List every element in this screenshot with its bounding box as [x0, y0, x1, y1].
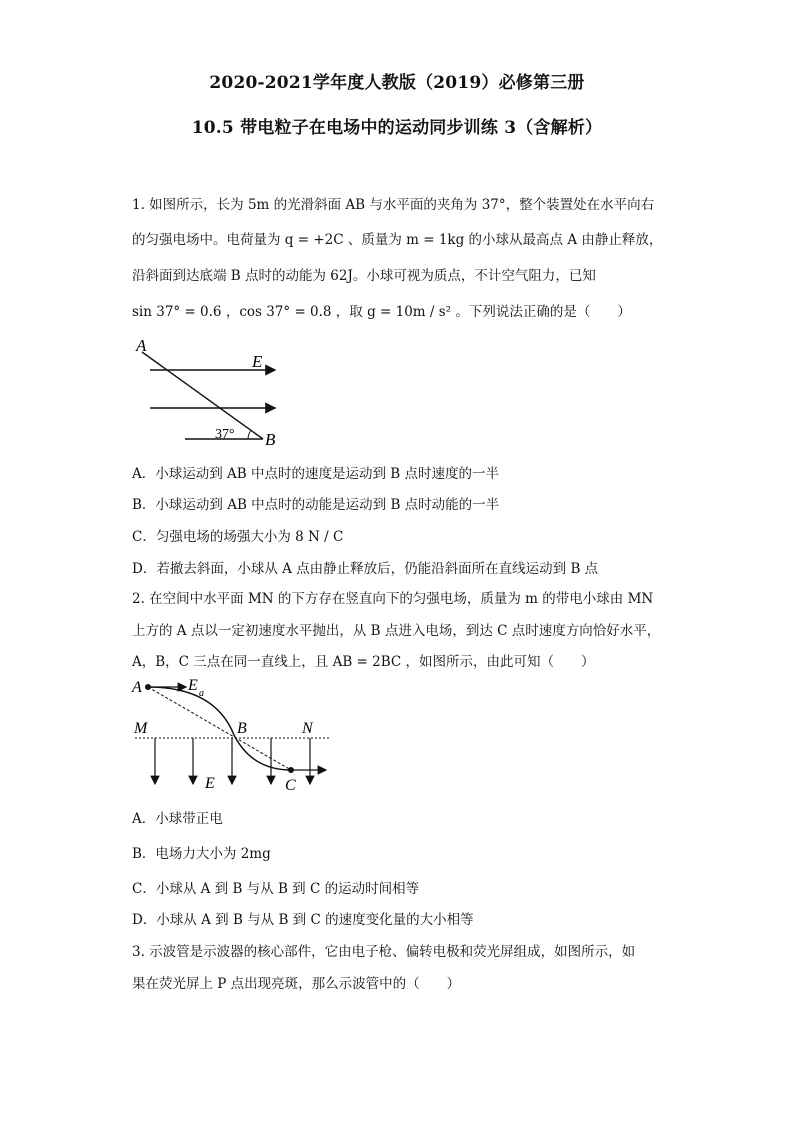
incline-diagram — [130, 335, 290, 450]
q3-stem-line-1: 3. 示波管是示波器的核心部件，它由电子枪、偏转电极和荧光屏组成，如图所示，如 — [132, 944, 636, 960]
point-a-label: A — [132, 679, 142, 696]
incline-line — [142, 352, 263, 439]
point-n-label: N — [302, 720, 313, 737]
angle-label: 37° — [215, 427, 235, 442]
q3-stem-line-2: 果在荧光屏上 P 点出现亮斑，那么示波管中的（ ） — [132, 976, 461, 992]
abc-dashed-line — [148, 687, 291, 770]
angle-arc — [248, 431, 251, 439]
q1-option-a: A．小球运动到 AB 中点时的速度是运动到 B 点时速度的一半 — [132, 466, 500, 482]
point-c-dot — [288, 767, 294, 773]
q1-stem-line-1: 1. 如图所示，长为 5m 的光滑斜面 AB 与水平面的夹角为 37°，整个装置处在水平向右 — [132, 197, 655, 213]
velocity-e-label: E — [188, 677, 198, 694]
q1-stem-line-4: sin 37° = 0.6 ，cos 37° = 0.8 ，取 g = 10m / s² 。下列说法正确的是（ ） — [132, 304, 631, 320]
q2-stem-line-1: 2. 在空间中水平面 MN 的下方存在竖直向下的匀强电场，质量为 m 的带电小球由 MN — [132, 591, 654, 607]
point-m-label: M — [134, 720, 148, 737]
field-e-label: E — [252, 352, 263, 371]
projectile-diagram — [130, 676, 340, 796]
q1-option-d: D．若撤去斜面，小球从 A 点由静止释放后，仍能沿斜面所在直线运动到 B 点 — [132, 561, 599, 577]
point-a-label: A — [136, 336, 147, 355]
q2-option-b: B．电场力大小为 2mg — [132, 846, 271, 862]
point-a-dot — [145, 684, 151, 690]
q2-option-c: C．小球从 A 到 B 与从 B 到 C 的运动时间相等 — [132, 881, 420, 897]
q1-stem-line-3: 沿斜面到达底端 B 点时的动能为 62J。小球可视为质点，不计空气阻力，已知 — [132, 268, 596, 284]
q1-option-c: C．匀强电场的场强大小为 8 N / C — [132, 529, 344, 545]
q1-stem-line-2: 的匀强电场中。电荷量为 q = +2C 、质量为 m = 1kg 的小球从最高点 A 由静止释放， — [132, 232, 663, 248]
q2-stem-line-2: 上方的 A 点以一定初速度水平抛出，从 B 点进入电场，到达 C 点时速度方向恰好水平， — [132, 623, 661, 639]
velocity-e-subscript: a — [199, 688, 204, 699]
point-c-label: C — [285, 777, 296, 794]
q2-stem-line-3: A，B，C 三点在同一直线上，且 AB = 2BC ，如图所示，由此可知（ ） — [132, 654, 595, 670]
point-b-label: B — [237, 720, 247, 737]
q1-option-b: B．小球运动到 AB 中点时的动能是运动到 B 点时动能的一半 — [132, 497, 500, 513]
field-e-label: E — [205, 775, 215, 792]
document-subtitle: 10.5 带电粒子在电场中的运动同步训练 3（含解析） — [191, 118, 603, 138]
document-title: 2020-2021学年度人教版（2019）必修第三册 — [209, 73, 585, 93]
point-b-label: B — [265, 430, 276, 449]
q2-option-d: D．小球从 A 到 B 与从 B 到 C 的速度变化量的大小相等 — [132, 912, 474, 928]
q2-option-a: A．小球带正电 — [132, 811, 223, 827]
